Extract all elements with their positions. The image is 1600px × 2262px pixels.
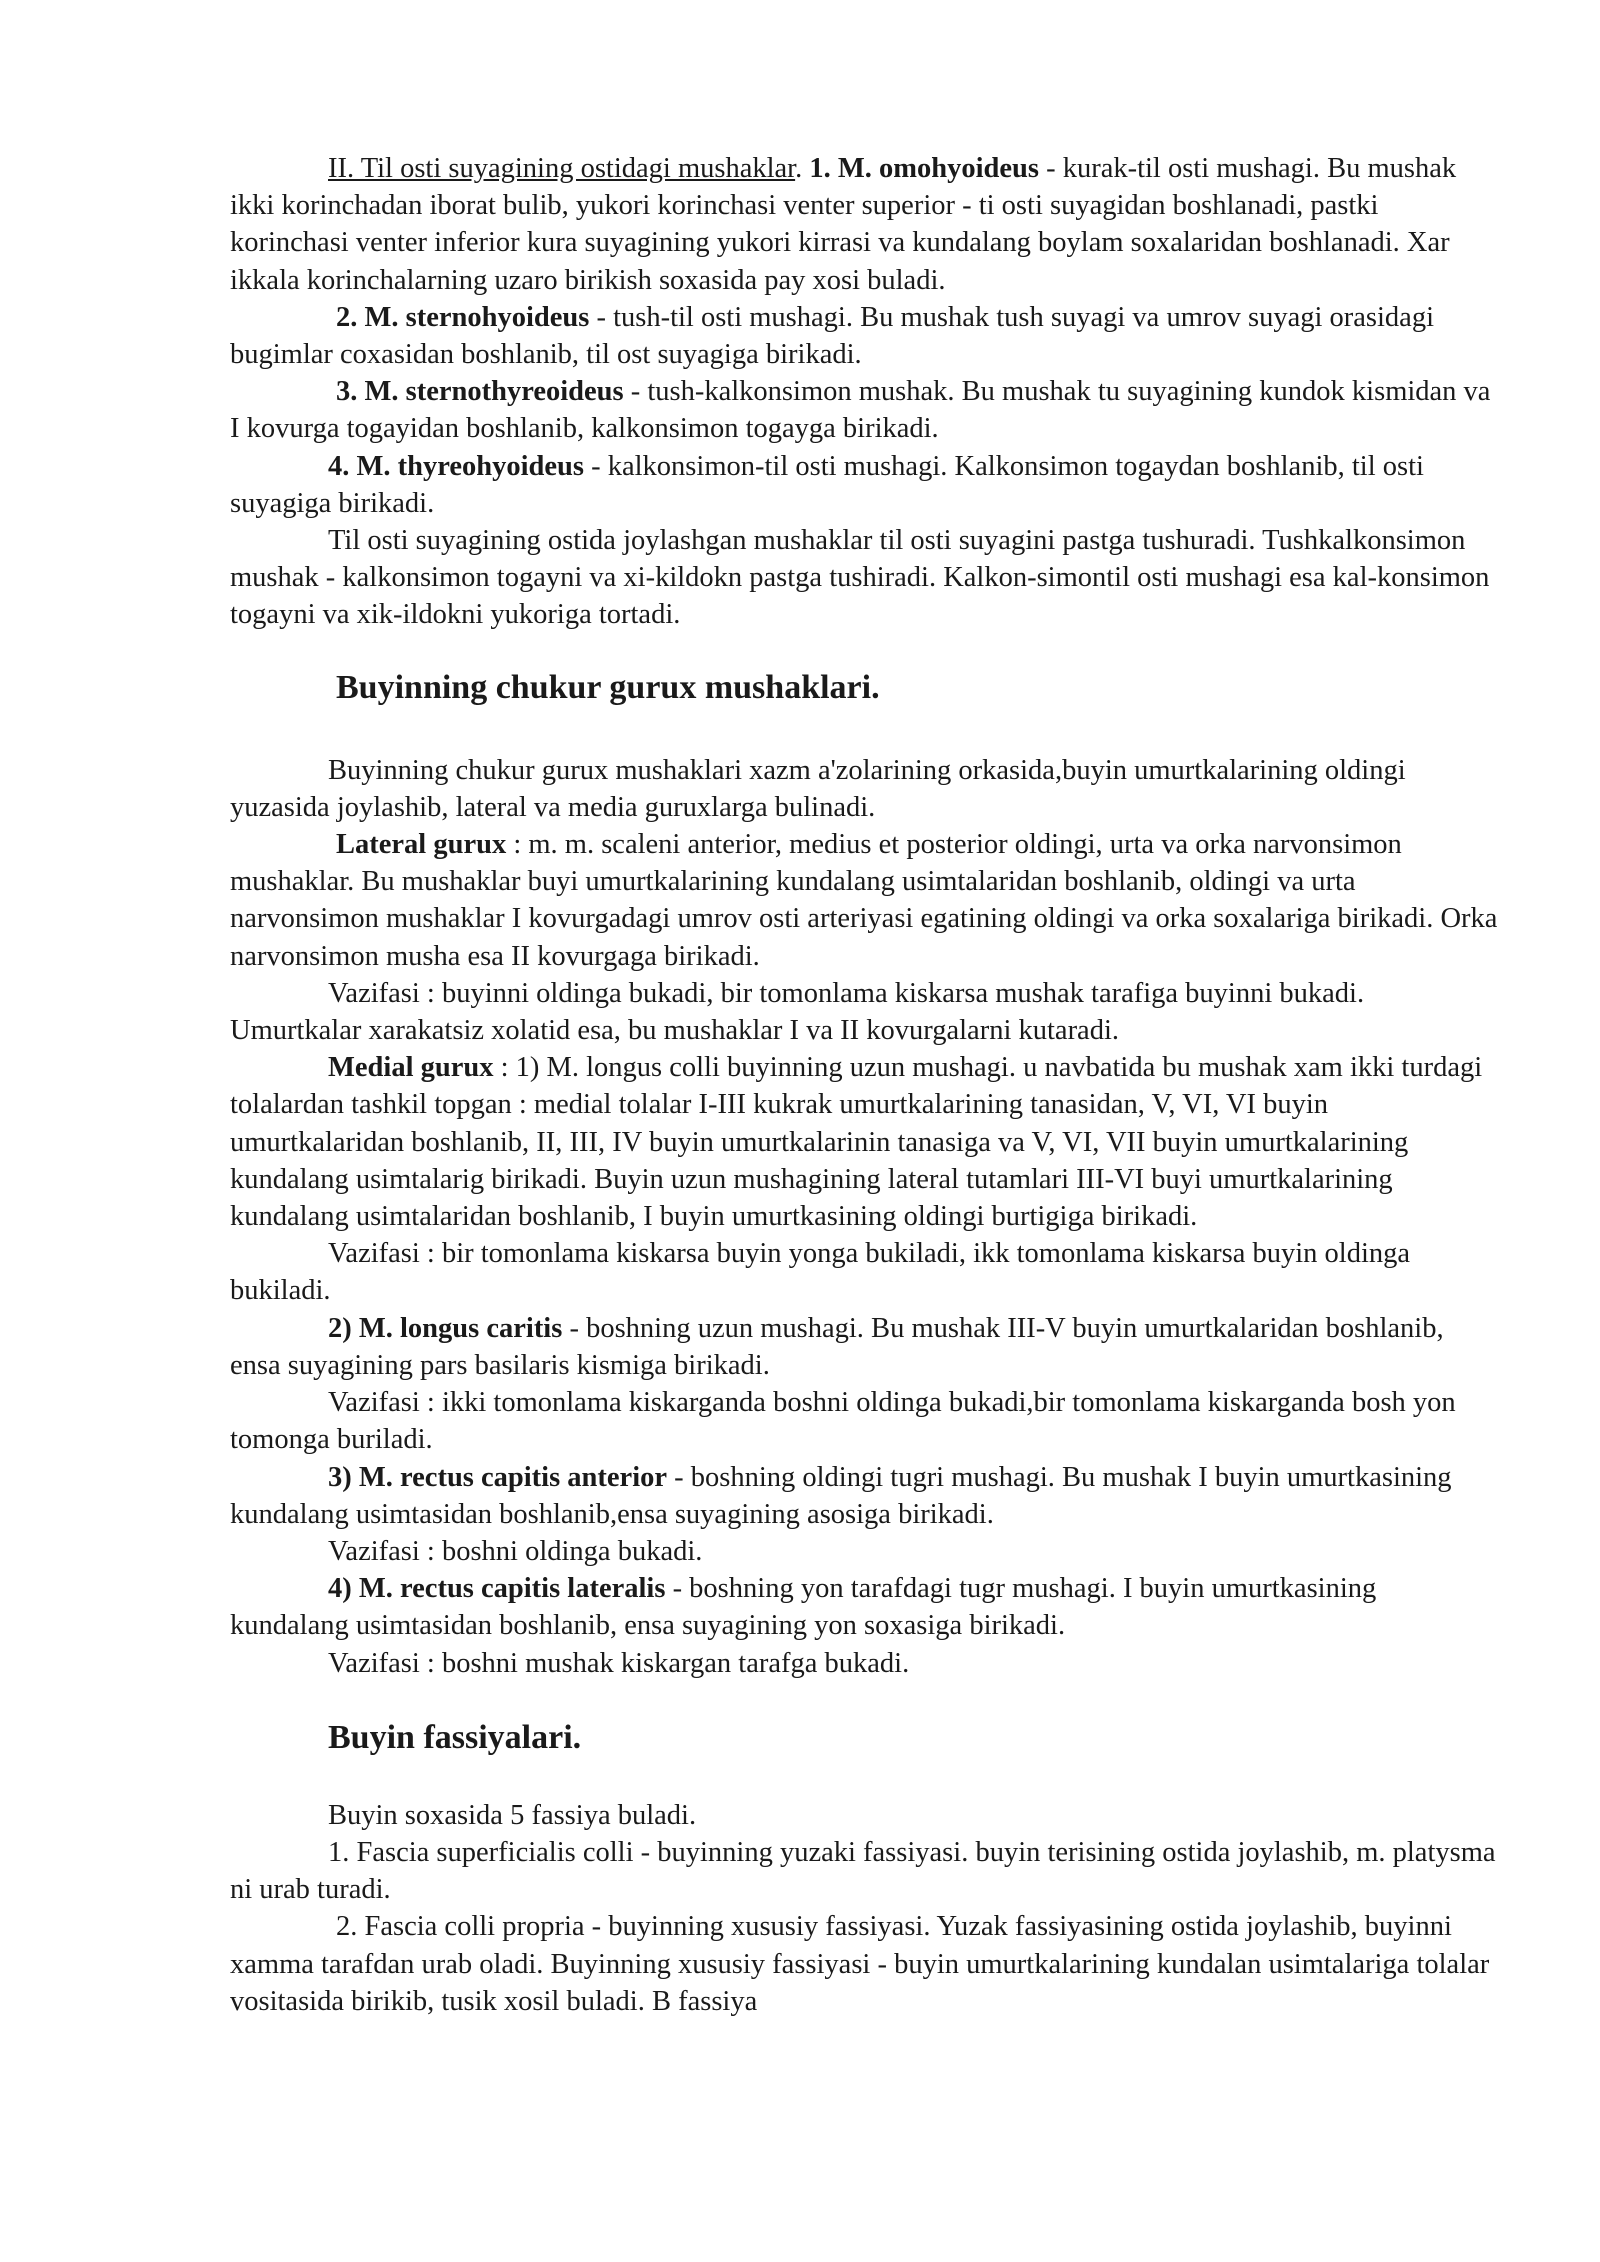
muscle-name: 4. M. thyreohyoideus	[328, 450, 584, 482]
paragraph-text: - tush-kalkonsimon mushak. Bu mushak tu suyagining kundok kismidan va I kovurga togayidan boshlanib, kalkonsimon togayga birikadi.	[230, 376, 1491, 445]
paragraph-text: - boshning oldingi tugri mushagi. Bu mushak I buyin umurtkasining kundalang usimtasidan boshlanib,ensa suyagining asosiga birikadi.	[230, 1461, 1452, 1530]
paragraph: Vazifasi : bir tomonlama kiskarsa buyin yonga bukiladi, ikk tomonlama kiskarsa buyin oldinga bukiladi.	[230, 1238, 1411, 1307]
section-heading: Buyinning chukur gurux mushaklari.	[336, 668, 880, 706]
muscle-name: 1. M. omohyoideus	[809, 153, 1039, 184]
paragraph-text: - tush-til osti mushagi. Bu mushak tush suyagi va umrov suyagi orasidagi bugimlar coxasidan boshlanib, til ost suyagiga birikadi.	[230, 301, 1434, 371]
paragraph	[230, 1310, 1500, 1384]
paragraph	[230, 1459, 1500, 1533]
paragraph-text: - boshning yon tarafdagi tugr mushagi. I buyin umurtkasining kundalang usimtasidan boshlanib, ensa suyagining yon soxasiga birikadi.	[230, 1573, 1377, 1642]
paragraph: II. Til osti suyagining ostidagi mushaklar. 1. M. omohyoideus - kurak-til osti mushagi. Bu mushak ikki korinchadan iborat bulib, yukori korinchasi venter superior - ti osti suyagidan boshlanadi, pastki korinchasi venter inferior kura suyagining yukori kirrasi va kundalang boylam soxalaridan boshlanadi. Xar ikkala korinchalarning uzaro birikish soxasida pay xosi buladi.	[230, 153, 1457, 296]
paragraph-text: - kurak-til osti mushagi. Bu mushak ikki korinchadan iborat bulib, yukori korinchasi venter superior - ti osti suyagidan boshlanadi, pastki korinchasi venter inferior kura suyagining yukori kirrasi va kundalang boylam soxalaridan boshlanadi. Xar ikkala korinchalarning uzaro birikish soxasida pay xosi buladi.	[230, 153, 1457, 296]
paragraph-text: - boshning uzun mushagi. Bu mushak III-V buyin umurtkalaridan boshlanib, ensa suyagining pars basilaris kismiga birikadi.	[230, 1312, 1444, 1381]
paragraph	[230, 1570, 1500, 1644]
paragraph	[230, 299, 1500, 373]
paragraph: Vazifasi : boshni mushak kiskargan tarafga bukadi.	[328, 1647, 910, 1679]
muscle-name: 2. M. sternohyoideus	[336, 301, 590, 333]
group-name: Lateral gurux	[336, 829, 507, 861]
muscle-name: 3. M. sternothyreoideus	[336, 376, 624, 408]
muscle-name: 2) M. longus caritis	[328, 1312, 563, 1344]
paragraph: Vazifasi : boshni oldinga bukadi.	[328, 1535, 703, 1567]
paragraph: Til osti suyagining ostida joylashgan mushaklar til osti suyagini pastga tushuradi. Tushkalkonsimon mushak - kalkonsimon togayni va xi-kildokn pastga tushiradi. Kalkon-simontil osti mushagi esa kal-konsimon togayni va xik-ildokni yukoriga tortadi.	[230, 525, 1490, 631]
paragraph-text: - kalkonsimon-til osti mushagi. Kalkonsimon togaydan boshlanib, til osti suyagiga birikadi.	[230, 450, 1424, 519]
paragraph-text: : m. m. scaleni anterior, medius et posterior oldingi, urta va orka narvonsimon mushaklar. Bu mushaklar buyi umurtkalarining kundalang usimtalaridan boshlanib, oldingi va urta narvonsimon mushaklar I kovurgadagi umrov osti arteriyasi egatining oldingi va orka soxalariga birikadi. Orka narvonsimon musha esa II kovurgaga birikadi.	[230, 829, 1498, 972]
paragraph	[230, 826, 1500, 975]
muscle-name: 4) M. rectus capitis lateralis	[328, 1573, 666, 1605]
paragraph: 1. Fascia superficialis colli - buyinning yuzaki fassiyasi. buyin terisining ostida joylashib, m. platysma ni urab turadi.	[230, 1836, 1496, 1906]
group-name: Medial gurux	[328, 1052, 494, 1084]
muscle-name: 3) M. rectus capitis anterior	[328, 1461, 668, 1493]
paragraph-text: : 1) M. longus colli buyinning uzun mushagi. u navbatida bu mushak xam ikki turdagi tolalardan tashkil topgan : medial tolalar I-III kukrak umurtkalarining tanasidan, V, VI, VI buyin umurtkalaridan boshlanib, II, III, IV buyin umurtkalarinin tanasiga va V, VI, VII buyin umurtkalarining kundalang usimtalarig birikadi. Buyin uzun mushagining lateral tutamlari III-VI buyi umurtkalarining kundalang usimtalaridan boshlanib, I buyin umurtkasining oldingi burtigiga birikadi.	[230, 1052, 1483, 1233]
paragraph: Vazifasi : ikki tomonlama kiskarganda boshni oldinga bukadi,bir tomonlama kiskarganda bosh yon tomonga buriladi.	[230, 1387, 1456, 1456]
paragraph: Buyin soxasida 5 fassiya buladi.	[328, 1799, 697, 1831]
paragraph	[230, 448, 1500, 522]
section-heading: Buyin fassiyalari.	[328, 1718, 582, 1756]
section-title: II. Til osti suyagining ostidagi mushaklar	[328, 153, 796, 184]
document-page	[230, 150, 1500, 2020]
paragraph	[230, 373, 1500, 447]
paragraph: Buyinning chukur gurux mushaklari xazm a'zolarining orkasida,buyin umurtkalarining oldingi yuzasida joylashib, lateral va media guruxlarga bulinadi.	[230, 754, 1406, 823]
paragraph	[230, 1049, 1500, 1235]
paragraph: Vazifasi : buyinni oldinga bukadi, bir tomonlama kiskarsa mushak tarafiga buyinni bukadi. Umurtkalar xarakatsiz xolatid esa, bu mushaklar I va II kovurgalarni kutaradi.	[230, 977, 1365, 1047]
paragraph: 2. Fascia colli propria - buyinning xususiy fassiyasi. Yuzak fassiyasining ostida joylashib, buyinni xamma tarafdan urab oladi. Buyinning xususiy fassiyasi - buyin umurtkalarining kundalan usimtalariga tolalar vositasida birikib, tusik xosil buladi. B fassiya	[230, 1911, 1490, 2017]
